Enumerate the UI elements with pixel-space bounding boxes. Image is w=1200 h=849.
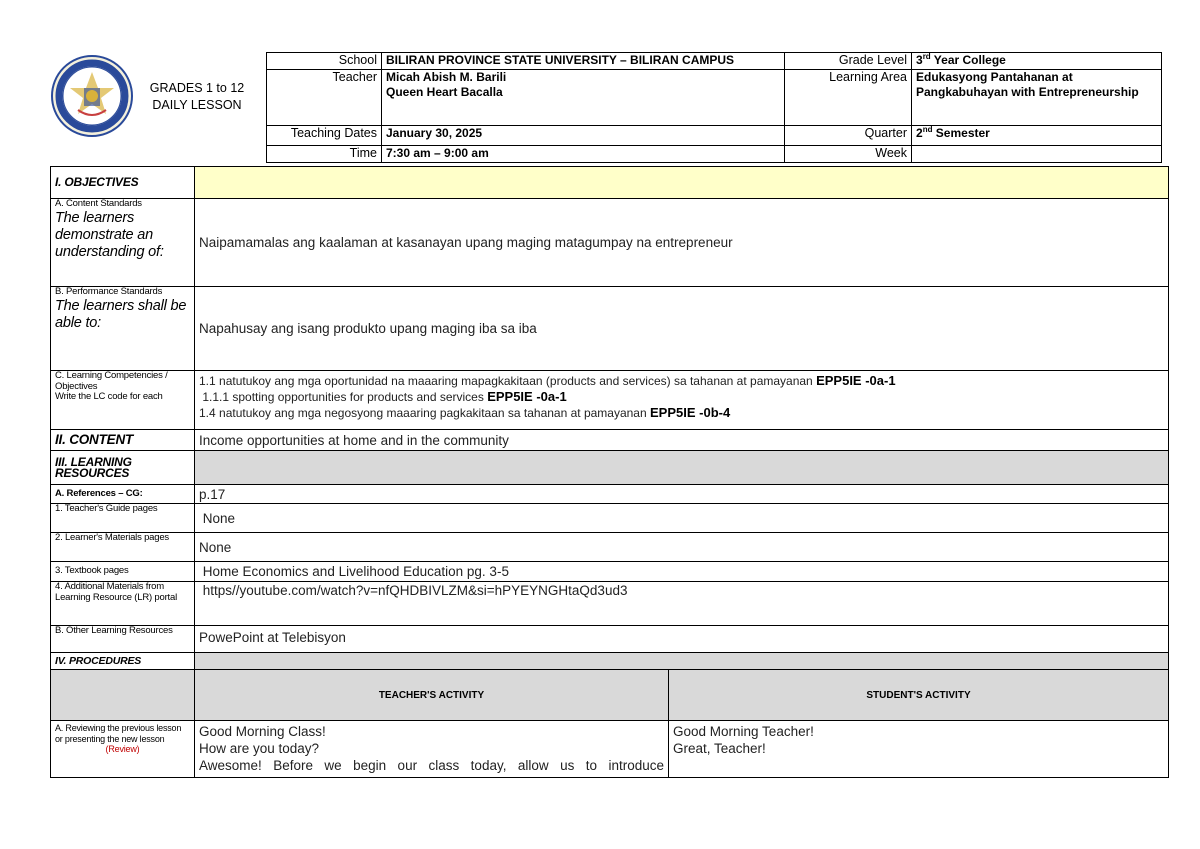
teacher-activity-heading: TEACHER'S ACTIVITY <box>195 670 669 721</box>
objectives-row <box>51 167 1169 199</box>
competencies-row <box>51 371 1169 430</box>
school-value: BILIRAN PROVINCE STATE UNIVERSITY – BILIRAN CAMPUS <box>382 53 785 70</box>
lm-row <box>51 533 1169 562</box>
review-tag: (Review) <box>105 744 140 754</box>
time-label: Time <box>267 146 382 163</box>
lm-value: None <box>195 533 1169 562</box>
tg-value: None <box>195 504 1169 533</box>
learning-area-value: Edukasyong Pantahanan at Pangkabuhayan with Entrepreneurship <box>912 70 1162 126</box>
resources-cell <box>195 451 1169 485</box>
quarter-value: 2nd Semester <box>912 126 1162 146</box>
student-line: Great, Teacher! <box>673 741 766 756</box>
teacher-line: Awesome! Before we begin our class today, allow us to introduce <box>199 758 664 773</box>
teaching-dates-value: January 30, 2025 <box>382 126 785 146</box>
resources-heading: III. LEARNING RESOURCES <box>51 451 195 485</box>
additional-materials-label: 4. Additional Materials from Learning Resource (LR) portal <box>51 582 195 626</box>
competency-item: 1.1 natutukoy ang mga oportunidad na maaaring mapagkakitaan (products and services) sa tahanan at pamayanan EPP5IE -0a-1 <box>199 373 896 388</box>
content-standards-label: A. Content Standards The learners demonstrate an understanding of: <box>51 199 195 287</box>
competencies-note: Write the LC code for each <box>55 391 163 402</box>
week-value <box>912 146 1162 163</box>
lesson-title: GRADES 1 to 12 DAILY LESSON <box>149 81 245 112</box>
competency-item: 1.4 natutukoy ang mga negosyong maaaring pagkakitaan sa tahanan at pamayanan EPP5IE -0b-4 <box>199 405 731 420</box>
resources-row <box>51 451 1169 485</box>
objectives-cell <box>195 167 1169 199</box>
procedures-row <box>51 653 1169 670</box>
procedures-cell <box>195 653 1169 670</box>
references-row <box>51 485 1169 504</box>
performance-standards-label: B. Performance Standards The learners shall be able to: <box>51 287 195 371</box>
performance-standards-value: Napahusay ang isang produkto upang maging iba sa iba <box>195 287 1169 371</box>
quarter-label: Quarter <box>785 126 912 146</box>
performance-standards-row <box>51 287 1169 371</box>
school-label: School <box>267 53 382 70</box>
objectives-heading: I. OBJECTIVES <box>51 167 195 199</box>
youtube-link[interactable]: https//youtube.com/watch?v=nfQHDBIVLZM&si=hPYEYNGHtaQd3ud3 <box>202 583 628 598</box>
tg-label: 1. Teacher's Guide pages <box>51 504 195 533</box>
lesson-header <box>46 52 1162 165</box>
content-heading: II. CONTENT <box>51 430 195 451</box>
review-label: A. Reviewing the previous lesson or presenting the new lesson (Review) <box>51 721 195 778</box>
content-standards-row <box>51 199 1169 287</box>
student-activity-cell <box>669 721 1169 778</box>
content-standards-value: Naipamamalas ang kaalaman at kasanayan upang maging matagumpay na entrepreneur <box>195 199 1169 287</box>
deped-seal-icon <box>50 54 134 138</box>
grade-level-label: Grade Level <box>785 53 912 70</box>
competencies-label: C. Learning Competencies / Objectives Write the LC code for each <box>51 371 195 430</box>
grade-level-value: 3rd Year College <box>912 53 1162 70</box>
teacher-line: Good Morning Class! <box>199 724 326 739</box>
week-label: Week <box>785 146 912 163</box>
lm-label: 2. Learner's Materials pages <box>51 533 195 562</box>
review-row <box>51 721 1169 778</box>
activity-header-blank <box>51 670 195 721</box>
textbook-label: 3. Textbook pages <box>51 562 195 582</box>
teacher-value: Micah Abish M. Barili Queen Heart Bacalla <box>382 70 785 126</box>
additional-materials-value <box>195 582 1169 626</box>
time-value: 7:30 am – 9:00 am <box>382 146 785 163</box>
activity-header-row <box>51 670 1169 721</box>
content-value: Income opportunities at home and in the community <box>195 430 1169 451</box>
textbook-value: Home Economics and Livelihood Education pg. 3-5 <box>195 562 1169 582</box>
teacher-line: How are you today? <box>199 741 320 756</box>
student-line: Good Morning Teacher! <box>673 724 814 739</box>
lesson-plan-table <box>50 166 1169 778</box>
other-resources-row <box>51 626 1169 653</box>
references-value: p.17 <box>195 485 1169 504</box>
learning-area-label: Learning Area <box>785 70 912 126</box>
header-info-table <box>266 52 1162 163</box>
other-resources-label: B. Other Learning Resources <box>51 626 195 653</box>
content-row <box>51 430 1169 451</box>
competency-item: 1.1.1 spotting opportunities for products and services EPP5IE -0a-1 <box>202 389 567 404</box>
competencies-value <box>195 371 1169 430</box>
references-label: A. References – CG: <box>51 485 195 504</box>
performance-standards-prompt: The learners shall be able to: <box>55 297 187 331</box>
additional-materials-row <box>51 582 1169 626</box>
student-activity-heading: STUDENT'S ACTIVITY <box>669 670 1169 721</box>
teacher-label: Teacher <box>267 70 382 126</box>
textbook-row <box>51 562 1169 582</box>
other-resources-value: PowePoint at Telebisyon <box>195 626 1169 653</box>
tg-row <box>51 504 1169 533</box>
teaching-dates-label: Teaching Dates <box>267 126 382 146</box>
teacher-activity-cell <box>195 721 669 778</box>
content-standards-prompt: The learners demonstrate an understanding of: <box>55 209 164 260</box>
procedures-heading: IV. PROCEDURES <box>51 653 195 670</box>
